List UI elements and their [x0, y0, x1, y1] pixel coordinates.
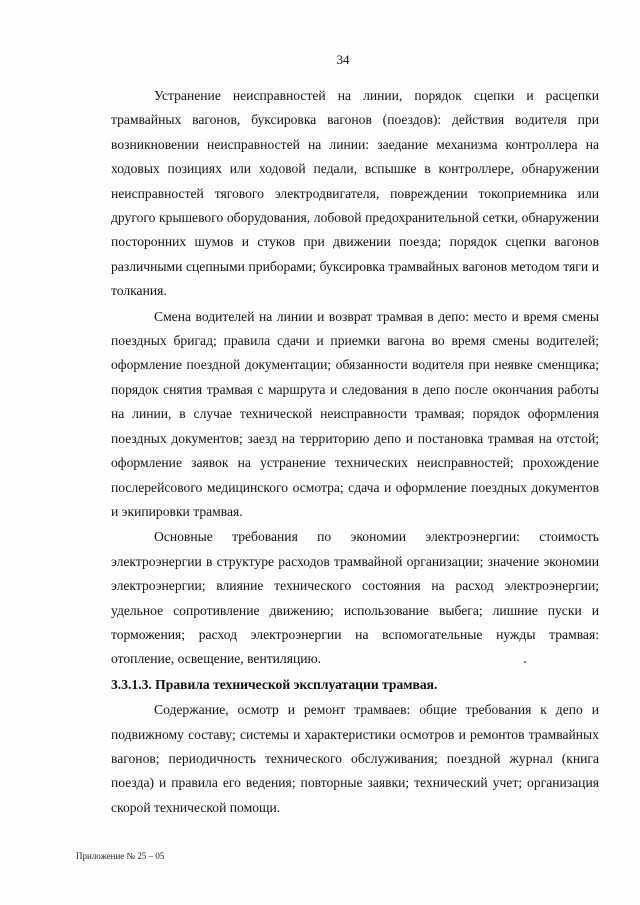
section-heading: 3.3.1.3. Правила технической эксплуатации трамвая.: [111, 676, 438, 692]
paragraph-driver-shift-change: Смена водителей на линии и возврат трамвая в депо: место и время смены поездных бригад; правила сдачи и приемки вагона во время смены водителей; оформление поездной документации; обязанности водителя при неявке сменщика; порядок снятия трамвая с маршрута и следования в депо после окончания работы на линии, в случае технической неисправности трамвая; порядок оформления поездных документов; заезд на территорию депо и постановка трамвая на отстой; оформление заявок на устранение технических неисправностей; прохождение послерейсового медицинского осмотра; сдача и оформление поездных документов и экипировки трамвая.: [111, 308, 599, 519]
scan-speck: [524, 661, 526, 663]
paragraph-troubleshooting: Устранение неисправностей на линии, порядок сцепки и расцепки трамвайных вагонов, буксировка вагонов (поездов): действия водителя при возникновении неисправностей на линии: заедание механизма контроллера на ходовых позициях или ходовой педали, вспышке в контроллере, обнаружении неисправностей тягового электродвигателя, повреждении токоприемника или другого крышевого оборудования, лобовой предохранительной сетки, обнаружении посторонних шумов и стуков при движении поезда; порядок сцепки вагонов различными сцепными приборами; буксировка трамвайных вагонов методом тяги и толкания.: [111, 88, 599, 299]
document-body: [111, 84, 599, 820]
page-number: 34: [336, 52, 350, 67]
paragraph-maintenance: Содержание, осмотр и ремонт трамваев: общие требования к депо и подвижному составу; системы и характеристики осмотров и ремонтов трамвайных вагонов; периодичность технического обслуживания; поездной журнал (книга поезда) и правила его ведения; повторные заявки; технический учет; организация скорой технической помощи.: [111, 702, 599, 815]
footer-appendix-label: Приложение № 25 – 05: [76, 851, 165, 861]
paragraph-energy-saving: Основные требования по экономии электроэнергии: стоимость электроэнергии в структуре расходов трамвайной организации; значение экономии электроэнергии; влияние технического состояния на расход электроэнергии; удельное сопротивление движению; использование выбега; лишние пуски и торможения; расход электроэнергии на вспомогательные нужды трамвая: отопление, освещение, вентиляцию.: [111, 529, 599, 667]
